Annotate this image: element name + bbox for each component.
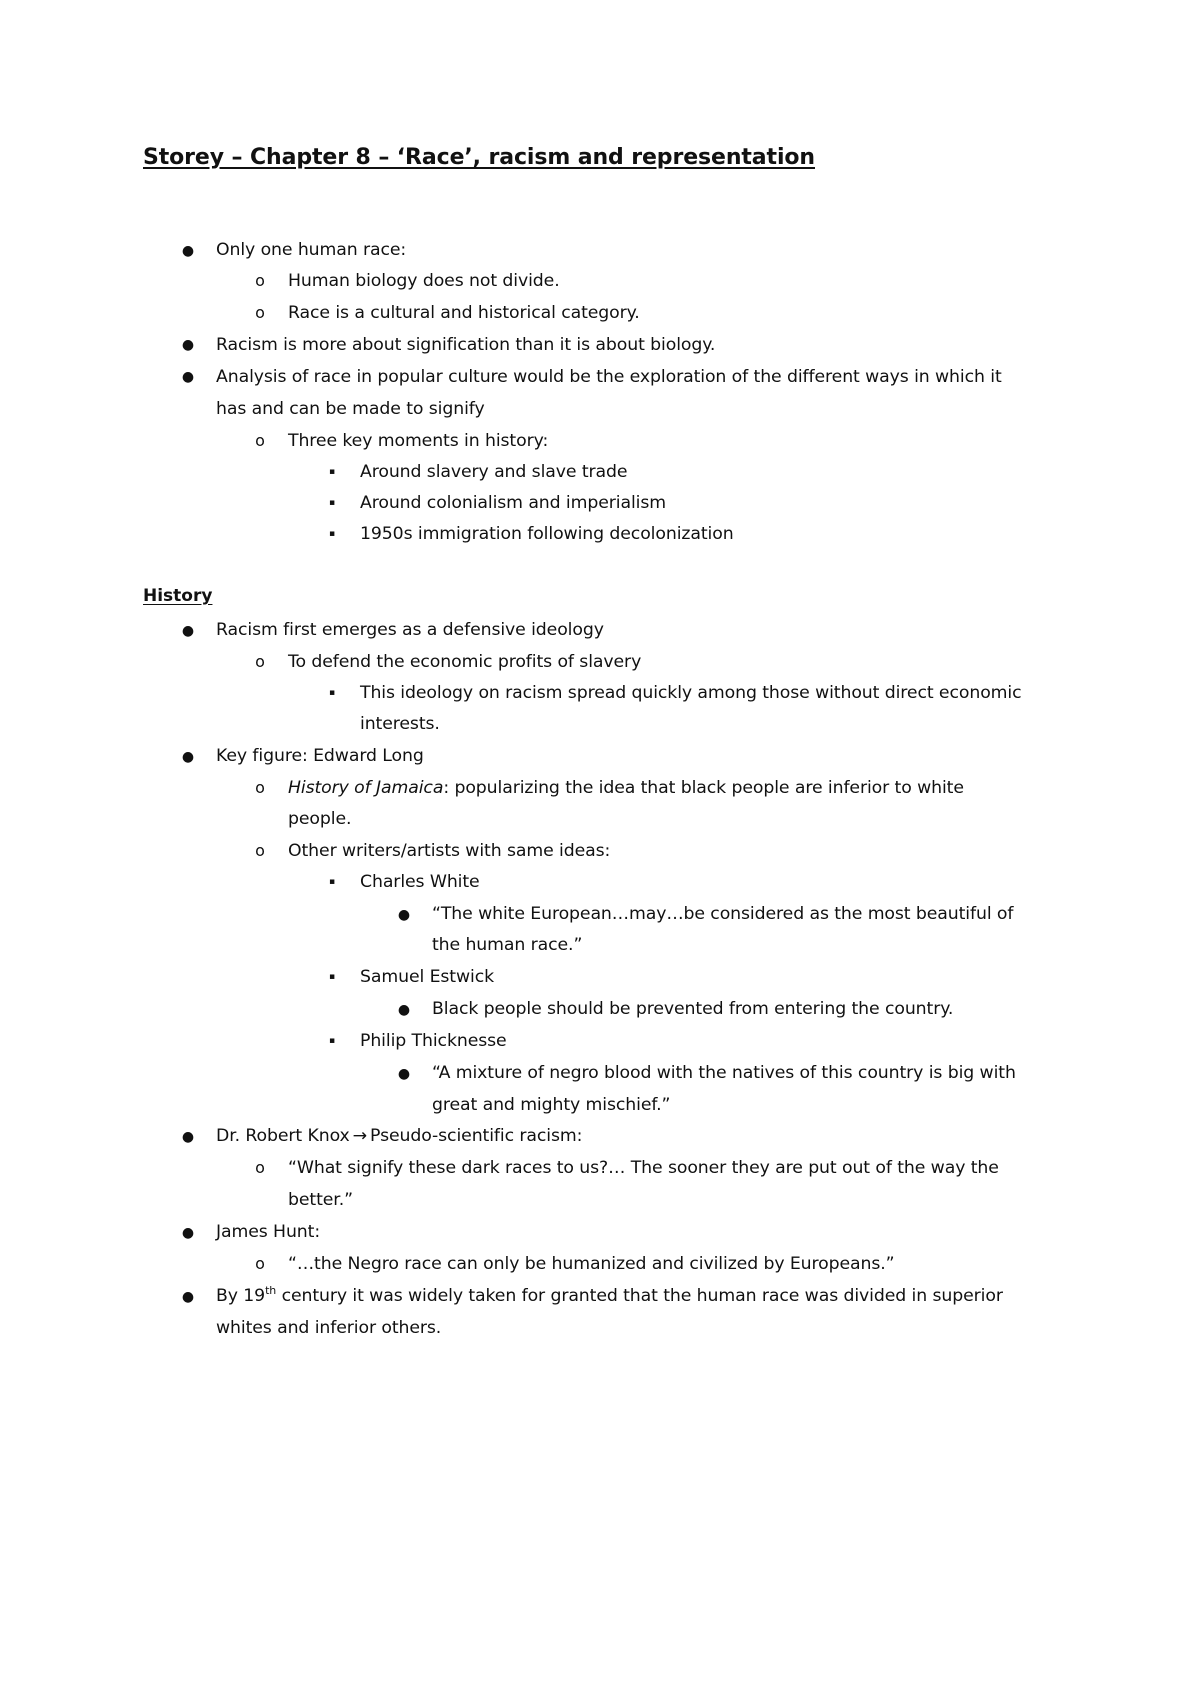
bullet-square-marker: ▪ bbox=[328, 498, 336, 508]
bullet-disc-marker: ● bbox=[181, 369, 195, 385]
list-item-continuation: whites and inferior others. bbox=[216, 1318, 442, 1338]
bullet-disc-marker: ● bbox=[181, 1289, 195, 1305]
list-item: To defend the economic profits of slavery bbox=[288, 652, 642, 672]
bullet-circle-marker: o bbox=[255, 431, 265, 450]
bullet-square-marker: ▪ bbox=[328, 877, 336, 887]
bullet-square-marker: ▪ bbox=[328, 529, 336, 539]
section-heading-history: History bbox=[143, 586, 213, 606]
list-item: Race is a cultural and historical category. bbox=[288, 303, 640, 323]
list-item: “What signify these dark races to us?… The sooner they are put out of the way the bbox=[288, 1158, 999, 1178]
bullet-circle-marker: o bbox=[255, 303, 265, 322]
bullet-disc-marker: ● bbox=[397, 907, 411, 923]
bullet-disc-marker: ● bbox=[181, 1225, 195, 1241]
list-item: Black people should be prevented from entering the country. bbox=[432, 999, 954, 1019]
list-item: Human biology does not divide. bbox=[288, 271, 560, 291]
list-item-continuation: the human race.” bbox=[432, 935, 583, 955]
superscript: th bbox=[265, 1284, 277, 1298]
list-item-continuation: people. bbox=[288, 809, 352, 829]
list-item-text: century it was widely taken for granted that the human race was divided in superior bbox=[276, 1286, 1003, 1306]
list-item-text: By 19 bbox=[216, 1286, 266, 1306]
bullet-disc-marker: ● bbox=[397, 1066, 411, 1082]
list-item: This ideology on racism spread quickly among those without direct economic bbox=[360, 683, 1022, 703]
list-item-text: Pseudo-scientific racism: bbox=[370, 1126, 583, 1146]
bullet-square-marker: ▪ bbox=[328, 972, 336, 982]
list-item: Other writers/artists with same ideas: bbox=[288, 841, 611, 861]
bullet-disc-marker: ● bbox=[397, 1002, 411, 1018]
list-item: Only one human race: bbox=[216, 240, 407, 260]
list-item: Around colonialism and imperialism bbox=[360, 493, 666, 513]
list-item: Samuel Estwick bbox=[360, 967, 495, 987]
bullet-circle-marker: o bbox=[255, 841, 265, 860]
list-item: 1950s immigration following decolonization bbox=[360, 524, 734, 544]
list-item: Around slavery and slave trade bbox=[360, 462, 628, 482]
bullet-disc-marker: ● bbox=[181, 1129, 195, 1145]
list-item-continuation: better.” bbox=[288, 1190, 353, 1210]
bullet-circle-marker: o bbox=[255, 652, 265, 671]
list-item: “The white European…may…be considered as the most beautiful of bbox=[432, 904, 1014, 924]
bullet-square-marker: ▪ bbox=[328, 467, 336, 477]
bullet-disc-marker: ● bbox=[181, 243, 195, 259]
bullet-circle-marker: o bbox=[255, 1158, 265, 1177]
bullet-circle-marker: o bbox=[255, 778, 265, 797]
list-item: Analysis of race in popular culture would be the exploration of the different ways in which it bbox=[216, 367, 1002, 387]
arrow-right-icon: → bbox=[352, 1126, 368, 1146]
list-item: Three key moments in history: bbox=[288, 431, 549, 451]
bullet-circle-marker: o bbox=[255, 1254, 265, 1273]
bullet-square-marker: ▪ bbox=[328, 688, 336, 698]
book-title: History of Jamaica bbox=[288, 778, 444, 798]
list-item-continuation: interests. bbox=[360, 714, 440, 734]
list-item bbox=[216, 1125, 582, 1147]
list-item: Racism is more about signification than it is about biology. bbox=[216, 335, 716, 355]
list-item-text: : popularizing the idea that black people are inferior to white bbox=[443, 778, 964, 798]
list-item: “…the Negro race can only be humanized and civilized by Europeans.” bbox=[288, 1254, 895, 1274]
bullet-disc-marker: ● bbox=[181, 337, 195, 353]
list-item: “A mixture of negro blood with the natives of this country is big with bbox=[432, 1063, 1016, 1083]
list-item bbox=[216, 1285, 1003, 1307]
bullet-disc-marker: ● bbox=[181, 623, 195, 639]
list-item: Racism first emerges as a defensive ideology bbox=[216, 620, 604, 640]
bullet-square-marker: ▪ bbox=[328, 1036, 336, 1046]
list-item bbox=[288, 777, 964, 799]
list-item: Charles White bbox=[360, 872, 480, 892]
list-item-continuation: has and can be made to signify bbox=[216, 399, 485, 419]
list-item-text: Dr. Robert Knox bbox=[216, 1126, 350, 1146]
list-item: James Hunt: bbox=[216, 1222, 321, 1242]
bullet-disc-marker: ● bbox=[181, 749, 195, 765]
bullet-circle-marker: o bbox=[255, 271, 265, 290]
document-title: Storey – Chapter 8 – ‘Race’, racism and representation bbox=[143, 145, 815, 170]
list-item: Key figure: Edward Long bbox=[216, 746, 424, 766]
list-item-continuation: great and mighty mischief.” bbox=[432, 1095, 671, 1115]
list-item: Philip Thicknesse bbox=[360, 1031, 507, 1051]
